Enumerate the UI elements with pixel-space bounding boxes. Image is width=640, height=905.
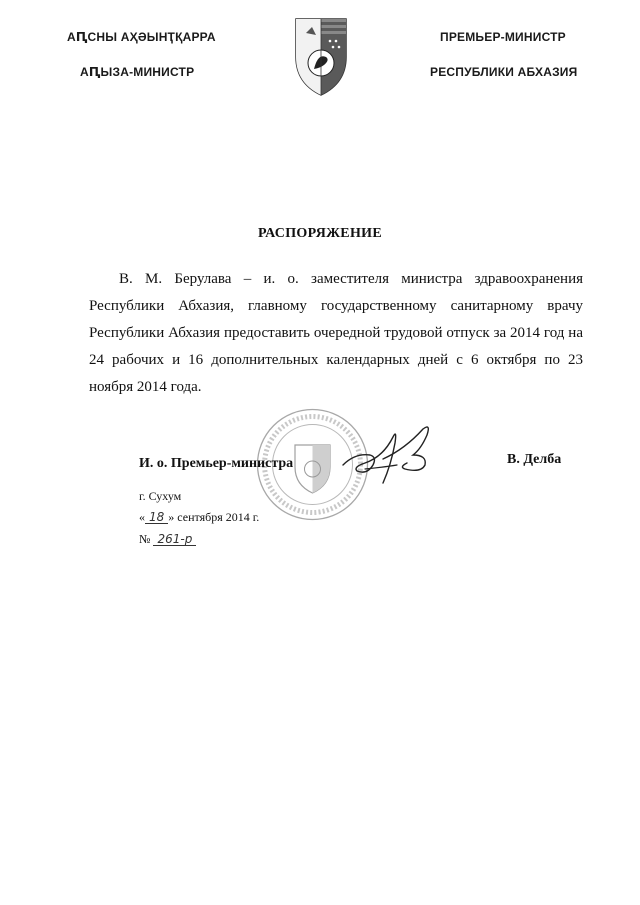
document-date [139,510,259,525]
coat-of-arms-icon [292,13,350,97]
number-handwritten: 261-р [153,533,196,546]
order-body-text: В. М. Берулава – и. о. заместителя министра здравоохранения Республики Абхазия, главному государственному санитарному врачу Республики Абхазия предоставить очередной трудовой отпуск за 2014 год на 24 рабочих и 16 дополнительных календарных дней с 6 октября по 23 ноября 2014 года. [89,271,583,395]
date-rest: » сентября 2014 г. [168,510,260,524]
signatory-name: В. Делба [507,452,562,467]
header-right-line2: РЕСПУБЛИКИ АБХАЗИЯ [430,65,578,79]
document-title: РАСПОРЯЖЕНИЕ [258,226,382,241]
header-right-line1: ПРЕМЬЕР-МИНИСТР [440,30,566,44]
document-city: г. Сухум [139,489,182,503]
handwritten-signature-icon [335,425,445,490]
date-day-handwritten: 18 [145,511,168,524]
document-number [139,532,196,547]
header-left-line1: АԤСНЫ АҲӘЫНҬҚАРРА [67,30,216,44]
signatory-position: И. о. Премьер-министра [139,456,294,471]
number-prefix: № [139,532,151,546]
header-left-line2: АԤЫЗА-МИНИСТР [80,65,195,79]
date-open-quote: « [139,510,145,524]
